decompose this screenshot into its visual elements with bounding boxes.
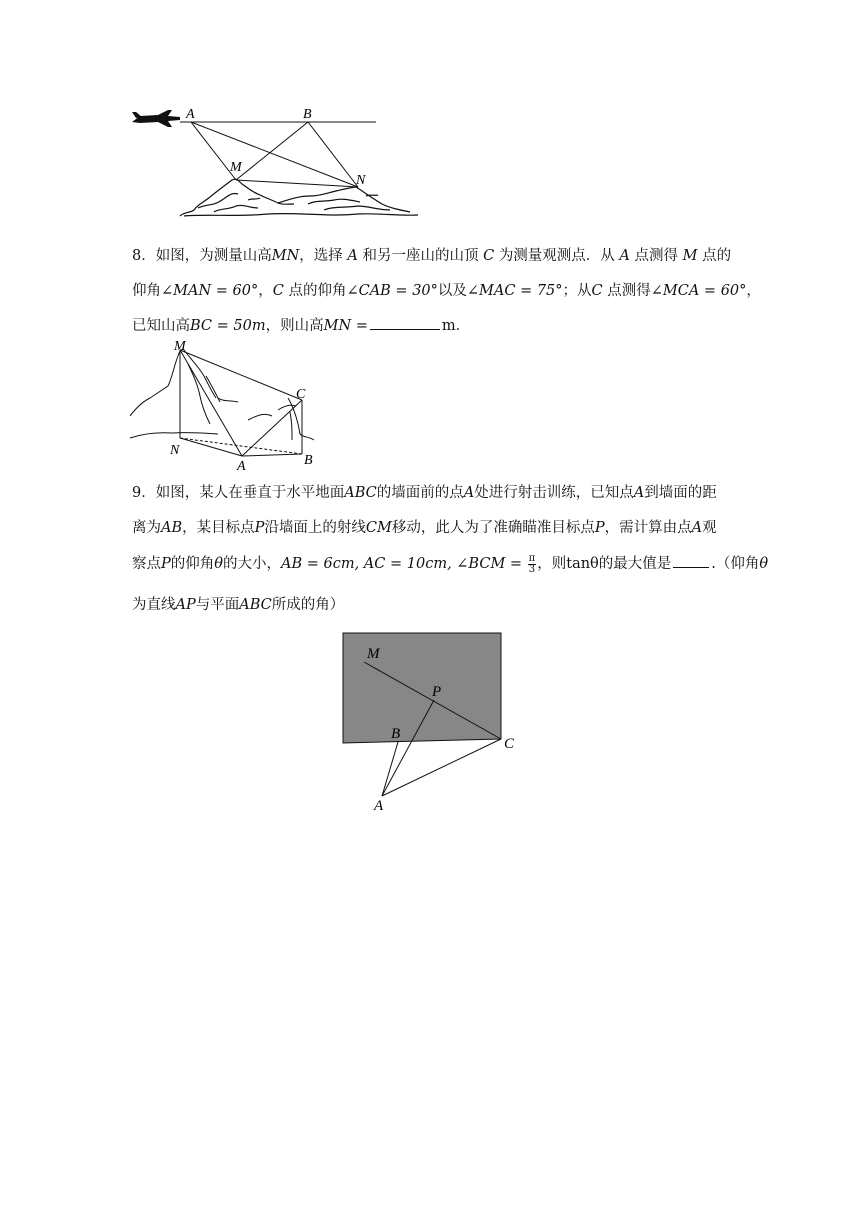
label-m: M (230, 160, 242, 175)
answer-blank-q9[interactable] (673, 553, 709, 568)
label-m: M (174, 339, 186, 354)
label-b: B (303, 107, 312, 122)
label-b: B (304, 453, 313, 468)
label-c: C (504, 736, 515, 752)
airplane-icon (132, 110, 180, 127)
mountain-drawing (180, 179, 418, 216)
figure-q9-wall (338, 628, 528, 816)
figure8-lines (180, 350, 302, 456)
label-b: B (391, 726, 401, 742)
q8-line-1: 8．如图，为测量山高MN，选择 A 和另一座山的山顶 C 为测量观测点．从 A 点测得 M 点的 (132, 248, 732, 264)
label-a: A (374, 798, 384, 814)
label-p: P (432, 684, 442, 700)
label-n: N (170, 443, 180, 458)
q9-line-4: 为直线AP与平面ABC所成的角） (132, 597, 345, 613)
label-a: A (186, 107, 195, 122)
label-c: C (296, 387, 306, 402)
label-a: A (237, 459, 246, 474)
figure-airplane-mountains (128, 100, 428, 225)
q9-line-1: 9．如图，某人在垂直于水平地面ABC的墙面前的点A处进行射击训练，已知点A到墙面的距 (132, 485, 717, 501)
q8-line-3: 已知山高BC = 50m，则山高MN = m． (132, 315, 732, 336)
q8-line-2: 仰角∠MAN = 60°，C 点的仰角∠CAB = 30°以及∠MAC = 75°；从C 点测得∠MCA = 60°， (132, 283, 761, 299)
answer-blank-q8[interactable] (370, 315, 440, 330)
label-m: M (367, 646, 380, 662)
label-n: N (356, 173, 366, 188)
q9-line-2: 离为AB，某目标点P沿墙面上的射线CM移动，此人为了准确瞄准目标点P，需计算由点A观 (132, 520, 717, 536)
figure1-lines (191, 122, 358, 187)
q9-line-3: 察点P的仰角θ的大小，AB = 6cm, AC = 10cm, ∠BCM = $\frac{\pi}{3}$ ，则tanθ的最大值是 .（仰角θ (132, 552, 769, 575)
fraction-pi-over-3: $\frac{\pi}{3}$ (528, 552, 536, 575)
figure-q8-mountains (128, 336, 328, 476)
mountain-outline (130, 349, 314, 440)
